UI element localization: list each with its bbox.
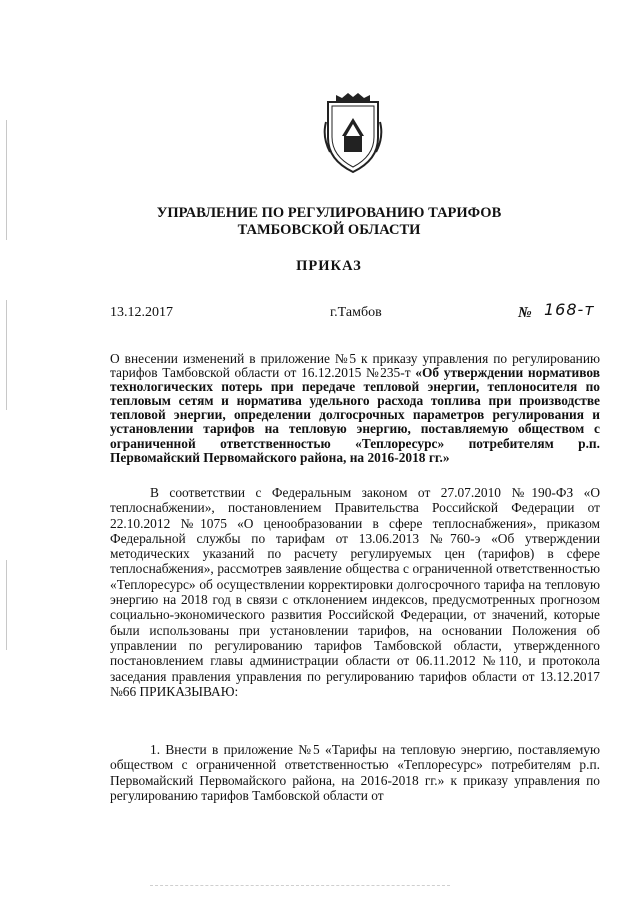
scan-edge-mark: [6, 300, 7, 410]
order-subject: [110, 352, 600, 465]
scan-bottom-mark: [150, 885, 450, 892]
scan-edge-mark: [6, 120, 7, 240]
agency-name-line2: ТАМБОВСКОЙ ОБЛАСТИ: [237, 222, 421, 238]
document-type: ПРИКАЗ: [296, 258, 362, 274]
order-number-handwritten: 168-т: [544, 300, 595, 319]
order-date: 13.12.2017: [110, 305, 173, 320]
order-city: г.Тамбов: [330, 305, 382, 320]
order-item-1: 1. Внести в приложение №5 «Тарифы на тепловую энергию, поставляемую обществом с ограниченной ответственностью «Теплоресурс» потребителям р.п. Первомайский Первомайского района, на 2016-2018 гг.» к приказу управления по регулированию тарифов Тамбовской области от: [110, 742, 600, 803]
scan-edge-mark: [6, 560, 7, 650]
preamble-paragraph: В соответствии с Федеральным законом от 27.07.2010 №190-ФЗ «О теплоснабжении», постановлением Правительства Российской Федерации от 22.10.2012 №1075 «О ценообразовании в сфере теплоснабжения», приказом Федеральной службы по тарифам от 13.06.2013 №760-э «Об утверждении методических указаний по расчету регулируемых цен (тарифов) в сфере теплоснабжения», рассмотрев заявление общества с ограниченной ответственностью «Теплоресурс» об осуществлении корректировки долгосрочного тарифа на тепловую энергию на 2018 год в связи с отклонением индексов, предусмотренных прогнозом социально-экономического развития Российской Федерации, от значений, которые были использованы при установлении тарифов, на основании Положения об управлении по регулированию тарифов Тамбовской области, утвержденного постановлением главы администрации области от 06.11.2012 №110, и протокола заседания правления управления по регулированию тарифов области от 13.12.2017 №66 ПРИКАЗЫВАЮ:: [110, 485, 600, 699]
agency-name-line1: УПРАВЛЕНИЕ ПО РЕГУЛИРОВАНИЮ ТАРИФОВ: [156, 205, 502, 221]
order-subject-intro: О внесении изменений в приложение №5 к приказу управления по регулированию тарифов Тамбовской области от 16.12.2015 №235-т: [110, 351, 600, 381]
order-number-label: №: [518, 305, 532, 321]
order-subject-title: «Об утверждении нормативов технологических потерь при передаче тепловой энергии, теплоносителя по тепловым сетям и норматива удельного расхода топлива при производстве тепловой энергии, определении долгосрочных параметров регулирования и установлении тарифов на тепловую энергию, поставляемую обществом с ограниченной ответственностью «Теплоресурс» потребителям р.п. Первомайский Первомайского района, на 2016-2018 гг.»: [110, 365, 600, 465]
tambov-coat-of-arms-icon: [322, 92, 384, 176]
